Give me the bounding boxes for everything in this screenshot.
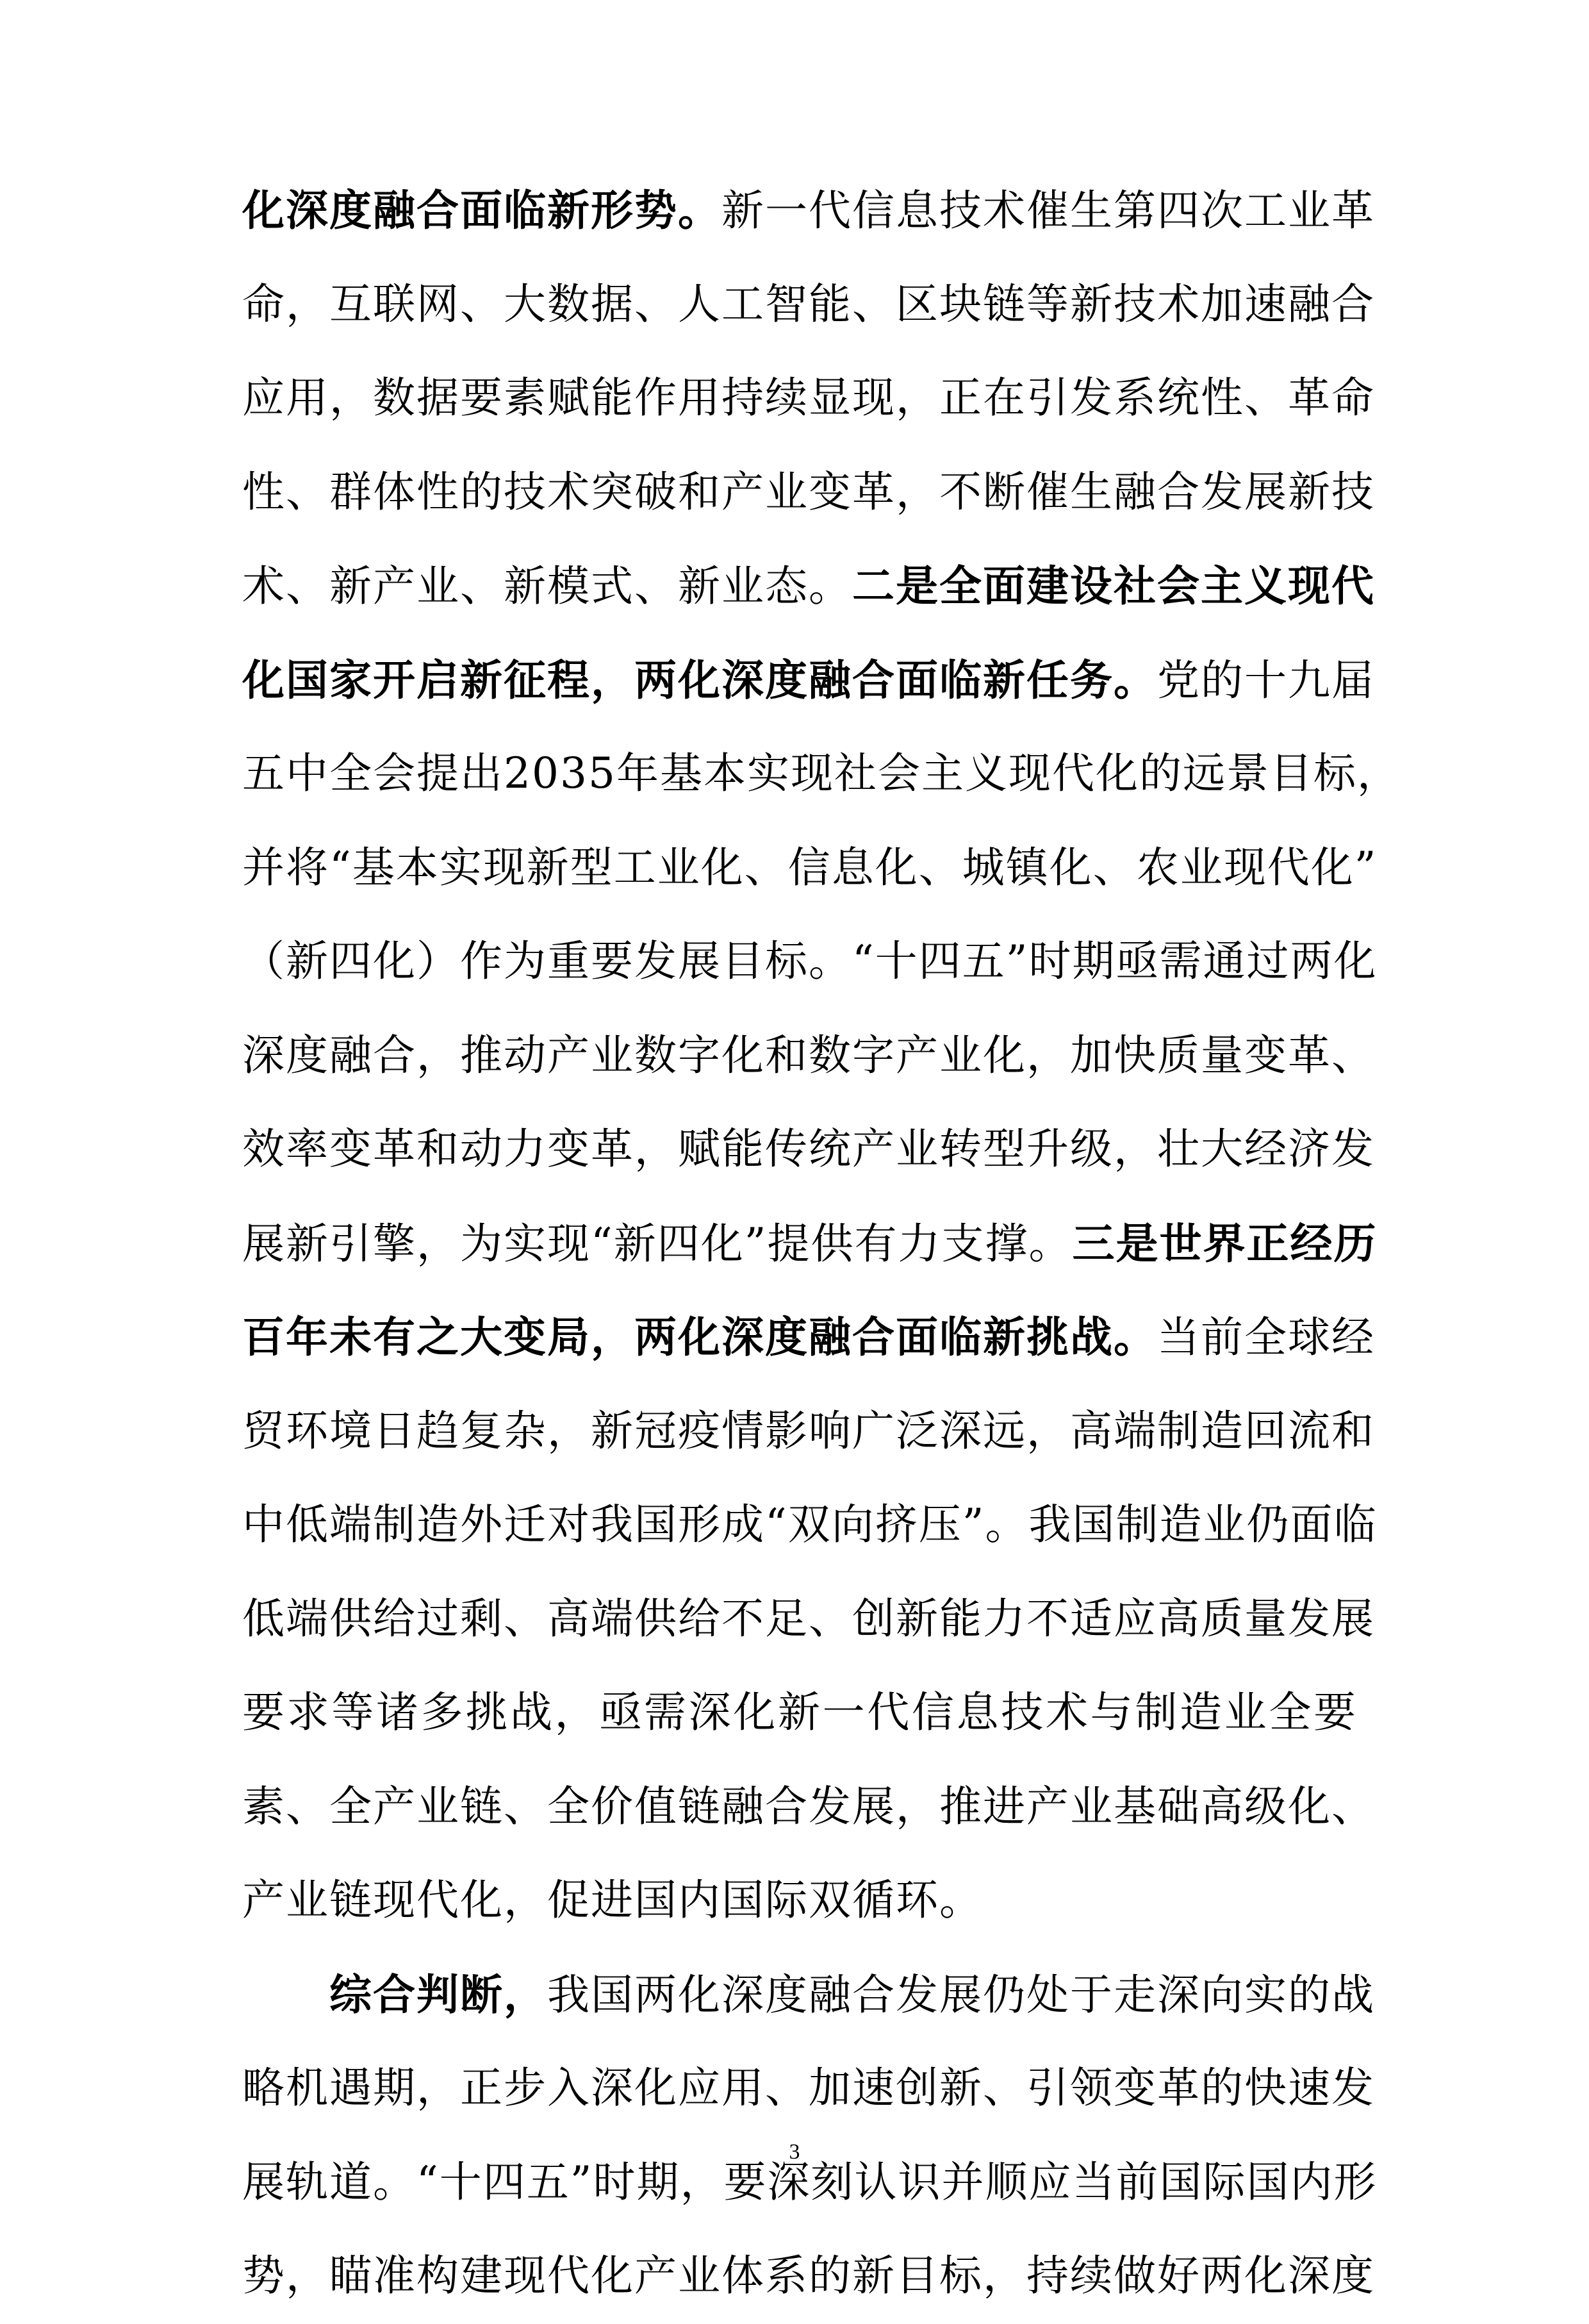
text-run: 素、全产业链、全价值链融合发展，推进产业基础高级化、 [242,1782,1375,1831]
text-run: 性、群体性的技术突破和产业变革，不断催生融合发展新技 [242,467,1375,517]
text-run [242,1970,329,2020]
text-line [242,2228,1375,2324]
text-line [242,1195,1378,1291]
bold-text-run: 化国家开启新征程，两化深度融合面临新任务。 [242,655,1157,705]
text-run: 效率变革和动力变革，赋能传统产业转型升级，壮大经济发 [242,1124,1375,1174]
text-line [242,444,1375,540]
text-line [242,913,1378,1009]
bold-text-run: 化深度融合面临新形势。 [242,185,721,235]
text-line [242,1571,1375,1667]
text-line [242,1664,1357,1761]
text-run: 当前全球经 [1157,1313,1375,1362]
text-line [242,1289,1375,1385]
text-line [242,632,1375,728]
text-run: 要求等诸多挑战，亟需深化新一代信息技术与制造业全要 [242,1688,1357,1737]
text-line [242,1008,1375,1104]
text-run: 并将“基本实现新型工业化、信息化、城镇化、农业现代化” [242,843,1378,892]
bold-text-run: 百年未有之大变局，两化深度融合面临新挑战。 [242,1312,1157,1362]
bold-text-run: 二是全面建设社会主义现代 [852,561,1375,611]
text-line [242,256,1375,353]
text-line [242,1759,1375,1855]
text-line [242,350,1375,446]
text-run: 命，互联网、大数据、人工智能、区块链等新技术加速融合 [242,279,1375,329]
text-run: 我国两化深度融合发展仍处于走深向实的战 [547,1970,1375,2020]
text-line [242,162,1375,258]
text-run: 略机遇期，正步入深化应用、加速创新、引领变革的快速发 [242,2063,1375,2112]
text-run: 势，瞄准构建现代化产业体系的新目标，持续做好两化深度 [242,2251,1375,2300]
text-run: 深度融合，推动产业数字化和数字产业化，加快质量变革、 [242,1031,1375,1080]
text-line [242,538,1375,634]
text-run: 五中全会提出2035年基本实现社会主义现代化的远景目标， [242,749,1401,798]
text-line [242,1383,1375,1479]
text-line [242,1101,1375,1197]
text-line [242,1946,1375,2043]
bold-text-run: 综合判断， [329,1970,547,2020]
text-run: 产业链现代化，促进国内国际双循环。 [242,1875,983,1925]
text-run: （新四化）作为重要发展目标。“十四五”时期亟需通过两化 [242,936,1378,986]
text-run: 党的十九届 [1157,656,1375,705]
text-line [242,1852,1357,1948]
text-run: 展轨道。“十四五”时期，要深刻认识并顺应当前国际国内形 [242,2157,1378,2207]
text-run: 展新引擎，为实现“新四化”提供有力支撑。 [242,1219,1073,1268]
page-number: 3 [789,2140,800,2164]
text-run: 应用，数据要素赋能作用持续显现，正在引发系统性、革命 [242,373,1375,422]
text-line [242,726,1401,822]
text-run: 新一代信息技术催生第四次工业革 [721,186,1375,235]
text-line [242,1477,1378,1573]
bold-text-run: 三是世界正经历 [1072,1218,1378,1268]
text-run: 中低端制造外迁对我国形成“双向挤压”。我国制造业仍面临 [242,1500,1378,1549]
text-run: 贸环境日趋复杂，新冠疫情影响广泛深远，高端制造回流和 [242,1406,1375,1456]
text-line [242,2040,1375,2136]
text-run: 低端供给过剩、高端供给不足、创新能力不适应高质量发展 [242,1594,1375,1643]
text-run: 术、新产业、新模式、新业态。 [242,561,852,611]
text-line [242,820,1378,916]
